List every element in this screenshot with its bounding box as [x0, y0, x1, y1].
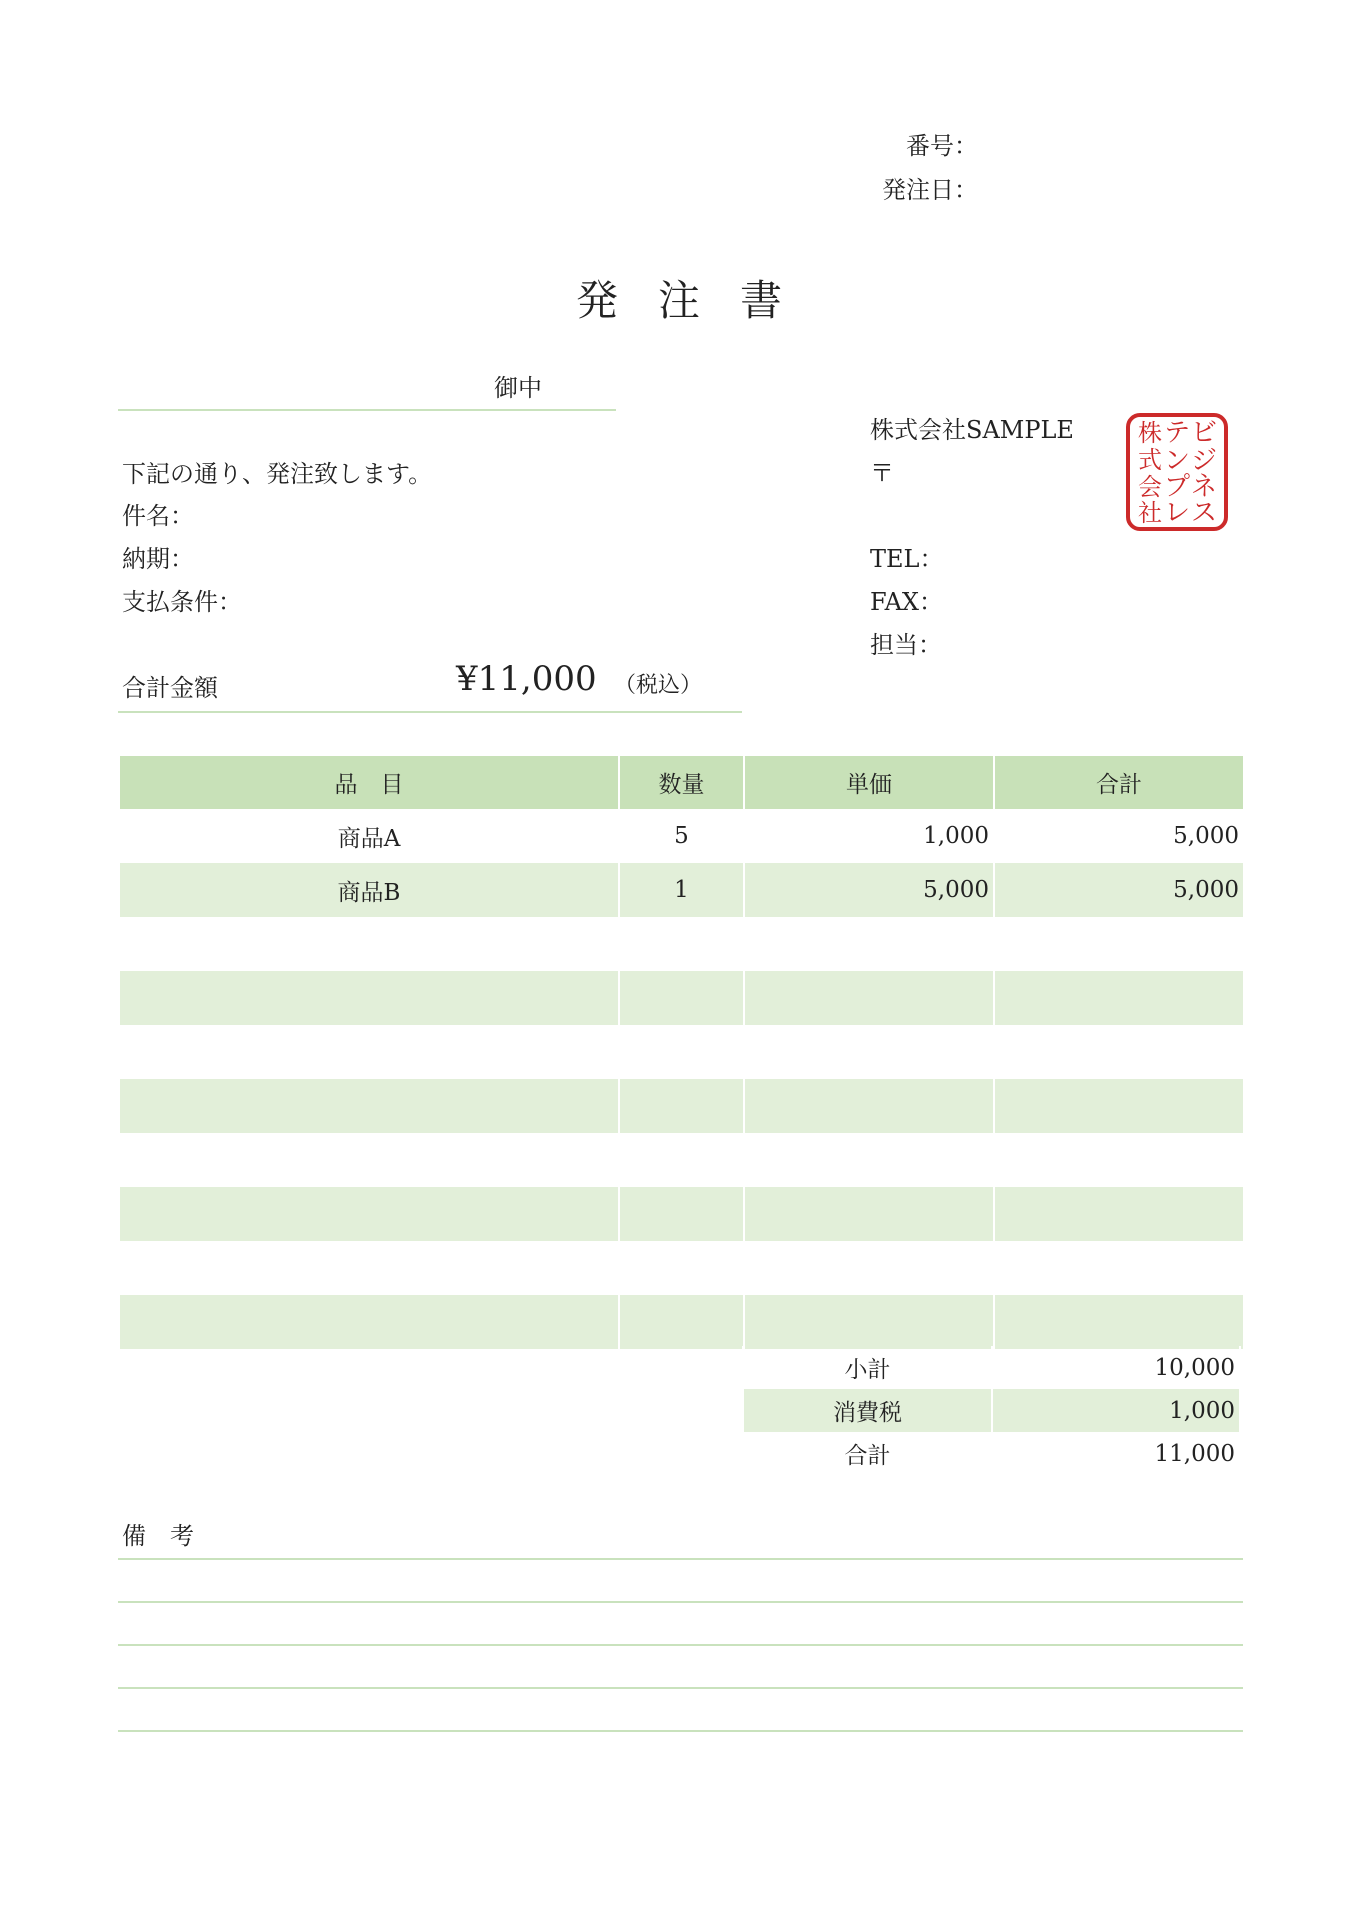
order-number-label: 番号：: [906, 132, 978, 160]
cell-line-total: 5,000: [994, 809, 1244, 863]
table-header-row: [119, 756, 1244, 809]
company-seal-icon: [1124, 411, 1230, 533]
header-item-name: 品 目: [119, 756, 619, 809]
recipient-suffix: 御中: [494, 374, 542, 402]
cell-line-total: 5,000: [994, 863, 1244, 917]
cell-quantity: 1: [619, 863, 744, 917]
total-amount-value: ¥11,000: [456, 659, 597, 699]
table-row: [119, 863, 1244, 917]
header-unit-price: 単価: [744, 756, 994, 809]
tax-label: 消費税: [743, 1389, 992, 1432]
grand-total-label: 合計: [743, 1432, 992, 1475]
page-title: 発注書: [575, 276, 822, 325]
remarks-line: [118, 1644, 1243, 1646]
svg-text:プ: プ: [1163, 472, 1191, 502]
cell-unit-price: 5,000: [744, 863, 994, 917]
summary-row-subtotal: [743, 1346, 1240, 1389]
table-row: [119, 1025, 1244, 1079]
summary-row-grand-total: [743, 1432, 1240, 1475]
header-quantity: 数量: [619, 756, 744, 809]
cell-unit-price: 1,000: [744, 809, 994, 863]
subtotal-label: 小計: [743, 1346, 992, 1389]
total-amount-label: 合計金額: [122, 674, 218, 702]
items-table: [118, 756, 1245, 1349]
sender-tel-label: TEL：: [870, 545, 944, 573]
recipient-underline: [118, 409, 616, 411]
svg-text:式: 式: [1138, 446, 1162, 474]
order-date-label: 発注日：: [882, 176, 978, 204]
svg-text:ネ: ネ: [1190, 472, 1218, 502]
cell-quantity: 5: [619, 809, 744, 863]
remarks-line: [118, 1558, 1243, 1560]
svg-text:ビ: ビ: [1190, 418, 1218, 448]
subtotal-value: 10,000: [992, 1346, 1240, 1389]
table-row: [119, 1187, 1244, 1241]
subject-label: 件名：: [122, 502, 194, 530]
svg-text:ン: ン: [1163, 446, 1191, 476]
svg-text:ス: ス: [1190, 498, 1218, 528]
remarks-line: [118, 1730, 1243, 1732]
grand-total-value: 11,000: [992, 1432, 1240, 1475]
remarks-label: 備 考: [122, 1522, 194, 1550]
svg-text:会: 会: [1138, 473, 1162, 501]
sender-fax-label: FAX：: [870, 588, 943, 616]
svg-text:レ: レ: [1163, 498, 1191, 528]
tax-value: 1,000: [992, 1389, 1240, 1432]
svg-text:ジ: ジ: [1190, 446, 1218, 476]
postal-mark: 〒: [870, 459, 894, 487]
intro-message: 下記の通り、発注致します。: [122, 460, 433, 488]
sender-contact-label: 担当：: [870, 631, 942, 659]
summary-table: [742, 1346, 1241, 1475]
table-row: [119, 1079, 1244, 1133]
svg-text:社: 社: [1138, 499, 1162, 527]
table-row: [119, 1241, 1244, 1295]
header-line-total: 合計: [994, 756, 1244, 809]
table-row: [119, 971, 1244, 1025]
payment-terms-label: 支払条件：: [122, 588, 242, 616]
sender-company: 株式会社SAMPLE: [870, 416, 1074, 444]
table-row: [119, 809, 1244, 863]
remarks-line: [118, 1687, 1243, 1689]
table-row: [119, 917, 1244, 971]
delivery-label: 納期：: [122, 545, 194, 573]
tax-included-note: （税込）: [614, 673, 703, 698]
table-row: [119, 1295, 1244, 1349]
svg-text:テ: テ: [1163, 418, 1191, 448]
svg-text:株: 株: [1138, 419, 1162, 447]
summary-row-tax: [743, 1389, 1240, 1432]
cell-item-name: 商品A: [119, 809, 619, 863]
total-underline: [118, 711, 742, 713]
remarks-line: [118, 1601, 1243, 1603]
cell-item-name: 商品B: [119, 863, 619, 917]
table-row: [119, 1133, 1244, 1187]
